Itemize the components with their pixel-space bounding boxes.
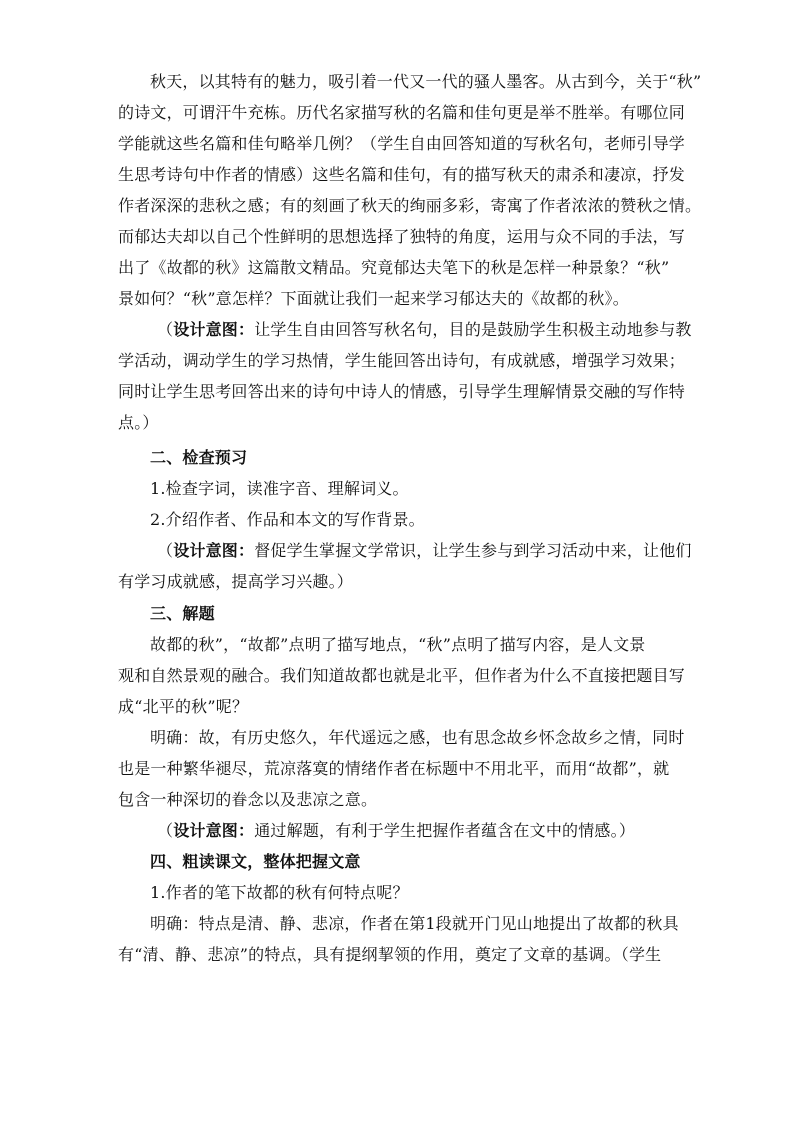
design-intent-open: （ <box>157 821 174 840</box>
paragraph-line: 而郁达夫却以自己个性鲜明的思想选择了独特的角度，运用与众不同的手法，写 <box>118 227 686 246</box>
paragraph-line: 作者深深的悲秋之感；有的刻画了秋天的绚丽多彩，寄寓了作者浓浓的赞秋之情。 <box>118 196 702 215</box>
paragraph-line: 明确：特点是清、静、悲凉，作者在第1段就开门见山地提出了故都的秋具 <box>150 914 679 933</box>
design-intent-text: 督促学生掌握文学常识，让学生参与到学习活动中来，让他们 <box>254 541 692 560</box>
paragraph-line: 景如何？“秋”意怎样？下面就让我们一起来学习郁达夫的《故都的秋》。 <box>118 289 629 308</box>
paragraph-line: 故都的秋”，“故都”点明了描写地点，“秋”点明了描写内容，是人文景 <box>150 635 646 654</box>
paragraph-line: 包含一种深切的眷念以及悲凉之意。 <box>118 790 378 809</box>
section-heading: 三、解题 <box>150 604 215 623</box>
paragraph-line: 学活动，调动学生的学习热情，学生能回答出诗句，有成就感，增强学习效果； <box>118 351 686 370</box>
section-heading: 二、检查预习 <box>150 448 248 467</box>
design-intent-open: （ <box>157 320 174 339</box>
paragraph-line: 生思考诗句中作者的情感）这些名篇和佳句，有的描写秋天的肃杀和凄凉，抒发 <box>118 165 686 184</box>
design-intent-label: 设计意图： <box>173 320 255 339</box>
design-intent-line <box>157 320 717 340</box>
paragraph-line: 成“北平的秋”呢？ <box>118 697 249 716</box>
design-intent-line <box>157 541 717 561</box>
list-item: 2.介绍作者、作品和本文的写作背景。 <box>150 510 425 529</box>
design-intent-label: 设计意图： <box>173 541 255 560</box>
paragraph-line: 也是一种繁华褪尽，荒凉落寞的情绪作者在标题中不用北平，而用“故都”，就 <box>118 759 670 778</box>
section-heading: 四、粗读课文，整体把握文意 <box>150 852 361 871</box>
paragraph-line: 有“清、静、悲凉”的特点，具有提纲挈领的作用，奠定了文章的基调。（学生 <box>118 945 662 964</box>
paragraph-line: 点。） <box>118 413 159 432</box>
list-item: 1.作者的笔下故都的秋有何特点呢？ <box>150 883 409 902</box>
design-intent-text: 通过解题，有利于学生把握作者蕴含在文中的情感。） <box>254 821 636 840</box>
paragraph-line: 观和自然景观的融合。我们知道故都也就是北平，但作者为什么不直接把题目写 <box>118 666 686 685</box>
design-intent-label: 设计意图： <box>173 821 255 840</box>
paragraph-line: 同时让学生思考回答出来的诗句中诗人的情感，引导学生理解情景交融的写作特 <box>118 382 686 401</box>
design-intent-open: （ <box>157 541 174 560</box>
paragraph-line: 学能就这些名篇和佳句略举几例？（学生自由回答知道的写秋名句，老师引导学 <box>118 134 686 153</box>
paragraph-line: 有学习成就感，提高学习兴趣。） <box>118 572 354 591</box>
design-intent-text: 让学生自由回答写秋名句，目的是鼓励学生积极主动地参与教 <box>254 320 692 339</box>
paragraph-line: 出了《故都的秋》这篇散文精品。究竟郁达夫笔下的秋是怎样一种景象？“秋” <box>118 258 670 277</box>
paragraph-line: 的诗文，可谓汗牛充栋。历代名家描写秋的名篇和佳句更是举不胜举。有哪位同 <box>118 103 686 122</box>
paragraph-line: 秋天，以其特有的魅力，吸引着一代又一代的骚人墨客。从古到今，关于“秋” <box>150 72 702 91</box>
list-item: 1.检查字词，读准字音、理解词义。 <box>150 479 409 498</box>
paragraph-line: 明确：故，有历史悠久，年代遥远之感，也有思念故乡怀念故乡之情，同时 <box>150 728 685 747</box>
design-intent-line <box>157 821 717 841</box>
